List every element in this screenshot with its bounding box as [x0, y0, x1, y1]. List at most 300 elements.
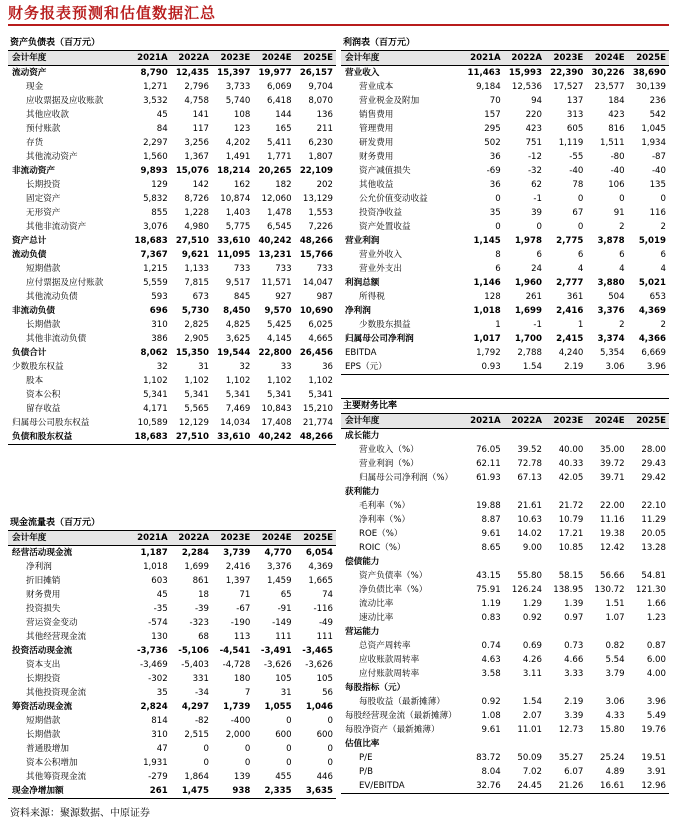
cell-value: 128: [484, 292, 501, 302]
table-row: [8, 248, 336, 262]
row-label: 应收账款周转率: [359, 655, 420, 665]
cell-value: 5,740: [225, 96, 251, 106]
cell-value: 1,187: [140, 548, 168, 558]
cell-value: 2,777: [556, 278, 584, 288]
cell-value: 1,017: [473, 334, 501, 344]
table-row: [8, 122, 336, 136]
cell-value: 5,019: [638, 236, 666, 246]
cell-value: 3,076: [143, 222, 168, 232]
cell-value: 6,418: [267, 96, 292, 106]
cell-value: 4,145: [267, 334, 292, 344]
table-row: [8, 234, 336, 248]
cell-value: 68: [198, 632, 209, 642]
cell-value: 157: [484, 110, 501, 120]
cell-value: 733: [275, 264, 292, 274]
row-label: 留存收益: [26, 404, 61, 414]
cell-value: 446: [316, 772, 333, 782]
cell-value: 0.69: [522, 641, 542, 651]
cell-value: 7: [244, 688, 251, 698]
cell-value: 7,469: [225, 404, 251, 414]
row-label: 少数股东损益: [359, 320, 411, 330]
table-row: [8, 402, 336, 416]
row-label: 负债和股东权益: [12, 432, 73, 442]
cell-value: 6,669: [641, 348, 666, 358]
cell-value: 40.33: [558, 459, 584, 469]
cell-value: 2,335: [264, 786, 292, 796]
cell-value: 8,070: [308, 96, 333, 106]
cell-value: -32: [527, 166, 542, 176]
row-label: 净利润: [345, 306, 371, 316]
row-label: 投资净收益: [359, 208, 402, 218]
cell-value: 2,515: [184, 730, 209, 740]
header-year: 2025E: [628, 414, 669, 429]
cell-value: 58.15: [558, 571, 584, 581]
cell-value: 26,456: [299, 348, 333, 358]
cell-value: 310: [151, 730, 168, 740]
cell-value: 9.61: [481, 529, 501, 539]
cell-value: 22,109: [299, 166, 333, 176]
cell-value: 4.00: [646, 669, 666, 679]
header-year: 2024E: [253, 51, 294, 66]
table-row: [8, 206, 336, 220]
cell-value: 733: [316, 264, 333, 274]
cell-value: 6.07: [564, 767, 584, 777]
header-year: 2025E: [295, 51, 336, 66]
cell-value: 62.11: [476, 459, 501, 469]
cell-value: 10.79: [558, 515, 584, 525]
header-year: 2023E: [212, 531, 253, 546]
table-row: [341, 527, 669, 541]
cell-value: 5,730: [181, 306, 209, 316]
cell-value: 1,102: [143, 376, 168, 386]
cell-value: 26,157: [299, 68, 333, 78]
cell-value: 6,054: [305, 548, 333, 558]
table-row: [341, 667, 669, 681]
cell-value: 1,478: [267, 208, 292, 218]
cell-value: 137: [566, 96, 584, 106]
cell-value: 9,570: [264, 306, 292, 316]
cell-value: 938: [232, 786, 251, 796]
row-label: 折旧摊销: [26, 576, 61, 586]
cell-value: 65: [280, 590, 292, 600]
cash-flow-table: [8, 530, 336, 799]
cell-value: -323: [189, 618, 209, 628]
row-label: EV/EBITDA: [359, 781, 405, 791]
cell-value: -55: [569, 152, 584, 162]
cell-value: 11.16: [600, 515, 625, 525]
cell-value: 236: [649, 96, 666, 106]
cell-value: 4,980: [184, 222, 209, 232]
cell-value: 1,475: [181, 786, 209, 796]
table-row: [341, 234, 669, 248]
cell-value: -69: [486, 166, 501, 176]
cell-value: 313: [566, 110, 584, 120]
table-row: [341, 569, 669, 583]
cell-value: 25.24: [600, 753, 625, 763]
cell-value: 27,510: [175, 236, 209, 246]
row-label: 营业税金及附加: [359, 96, 420, 106]
cell-value: 4.66: [564, 655, 584, 665]
section-row: [341, 485, 669, 499]
cell-value: -400: [230, 716, 251, 726]
cash-flow-title: 现金流量表（百万元）: [10, 518, 101, 528]
cell-value: 696: [149, 306, 168, 316]
row-label: 速动比率: [359, 613, 394, 623]
table-row: [8, 178, 336, 192]
cell-value: 126.24: [511, 585, 542, 595]
cell-value: 56.66: [600, 571, 625, 581]
cell-value: 54.81: [641, 571, 666, 581]
cell-value: 5,775: [225, 222, 251, 232]
cell-value: 6,025: [308, 320, 333, 330]
table-row: [8, 714, 336, 728]
table-row: [341, 150, 669, 164]
section-row: [341, 737, 669, 751]
table-row: [341, 66, 669, 81]
table-row: [8, 262, 336, 276]
cell-value: 117: [192, 124, 209, 134]
cell-value: 55.80: [517, 571, 542, 581]
cell-value: -1: [533, 320, 542, 330]
cell-value: 1,228: [184, 208, 209, 218]
cell-value: 2: [660, 320, 666, 330]
cell-value: 144: [275, 110, 292, 120]
cell-value: 0: [327, 716, 333, 726]
row-label: 其他流动资产: [26, 152, 78, 162]
cell-value: 361: [566, 292, 584, 302]
row-label: 归属母公司股东权益: [12, 418, 90, 428]
cell-value: 184: [608, 96, 625, 106]
cell-value: 1,931: [143, 758, 168, 768]
row-label: 应收票据及应收账款: [26, 96, 104, 106]
row-label: ROIC（%）: [359, 543, 406, 553]
cell-value: 1,102: [225, 376, 251, 386]
cell-value: 32: [239, 362, 251, 372]
cell-value: 5,341: [267, 390, 292, 400]
cell-value: 31: [280, 688, 292, 698]
row-label: 其他非流动资产: [26, 222, 87, 232]
cell-value: -3,626: [305, 660, 333, 670]
row-label: 资本支出: [26, 660, 61, 670]
cell-value: 4,825: [225, 320, 251, 330]
table-row: [8, 150, 336, 164]
cell-value: 4.63: [481, 655, 501, 665]
balance-sheet-title: 资产负债表（百万元）: [10, 38, 101, 48]
cell-value: 855: [151, 208, 168, 218]
cell-value: 3,880: [597, 278, 625, 288]
cell-value: -279: [148, 772, 168, 782]
cell-value: 386: [151, 334, 168, 344]
cell-value: 18,214: [217, 166, 251, 176]
header-label: 会计年度: [341, 414, 462, 429]
table-row: [8, 374, 336, 388]
section-row: [341, 429, 669, 444]
cash-flow-panel: [8, 516, 336, 799]
cell-value: 1,699: [184, 562, 209, 572]
row-label: 所得税: [359, 292, 385, 302]
cell-value: 12.96: [641, 781, 666, 791]
header-year: 2025E: [295, 531, 336, 546]
cell-value: 4: [660, 264, 666, 274]
cell-value: 0: [286, 744, 292, 754]
cell-value: 9,184: [476, 82, 501, 92]
cell-value: 9,621: [181, 250, 209, 260]
table-row: [8, 164, 336, 178]
cell-value: 423: [525, 124, 542, 134]
row-label: 每股指标（元）: [345, 683, 406, 693]
table-row: [341, 206, 669, 220]
cell-value: 4.33: [605, 711, 625, 721]
cell-value: 0: [619, 194, 625, 204]
cell-value: 6: [536, 250, 542, 260]
cell-value: 1.51: [605, 599, 625, 609]
row-label: 资本公积: [26, 390, 61, 400]
cell-value: 3.33: [564, 669, 584, 679]
cell-value: 22,390: [550, 68, 584, 78]
cell-value: 0: [495, 222, 501, 232]
cell-value: 11,095: [217, 250, 251, 260]
cell-value: 0: [244, 744, 251, 754]
cell-value: 5.54: [605, 655, 625, 665]
cell-value: 70: [489, 96, 501, 106]
header-year: 2022A: [171, 531, 212, 546]
cell-value: 2,796: [184, 82, 209, 92]
cell-value: 4,171: [143, 404, 168, 414]
cell-value: -12: [527, 152, 542, 162]
page-title: 财务报表预测和估值数据汇总: [8, 4, 217, 22]
cell-value: 76.05: [476, 445, 501, 455]
cell-value: 10.85: [558, 543, 584, 553]
cell-value: 603: [151, 576, 168, 586]
row-label: 研发费用: [359, 138, 394, 148]
cell-value: 5,565: [184, 404, 209, 414]
cell-value: 1,665: [308, 576, 333, 586]
cell-value: 1.29: [522, 599, 542, 609]
cell-value: -91: [277, 604, 292, 614]
cell-value: 2: [619, 222, 625, 232]
table-row: [8, 658, 336, 672]
cell-value: 22,800: [258, 348, 292, 358]
cell-value: 605: [566, 124, 584, 134]
cell-value: 2,000: [225, 730, 251, 740]
table-row: [8, 430, 336, 445]
financial-ratios-table: [341, 413, 669, 794]
cell-value: 13,129: [302, 194, 333, 204]
header-year: 2022A: [504, 51, 545, 66]
table-row: [341, 318, 669, 332]
table-row: [8, 756, 336, 770]
row-label: 资产减值损失: [359, 166, 411, 176]
cell-value: 211: [316, 124, 333, 134]
cell-value: 6: [619, 250, 625, 260]
cell-value: 3.39: [564, 711, 584, 721]
cell-value: 1,133: [184, 264, 209, 274]
table-row: [8, 742, 336, 756]
cell-value: 0: [286, 716, 292, 726]
cell-value: 11,463: [467, 68, 501, 78]
cell-value: 36: [322, 362, 333, 372]
table-row: [341, 499, 669, 513]
cell-value: 3.79: [605, 669, 625, 679]
cell-value: 9,893: [140, 166, 168, 176]
cell-value: 4.26: [522, 655, 542, 665]
cell-value: 138.95: [553, 585, 584, 595]
cell-value: 3,376: [597, 306, 625, 316]
row-label: 营业外收入: [359, 250, 402, 260]
cell-value: 3,256: [184, 138, 209, 148]
financial-ratios-panel: [341, 398, 669, 794]
cell-value: 130.72: [594, 585, 625, 595]
cell-value: -40: [651, 166, 666, 176]
title-divider: [8, 24, 669, 26]
cell-value: 18: [198, 590, 209, 600]
cell-value: 10,874: [220, 194, 251, 204]
table-row: [8, 560, 336, 574]
cell-value: 0.83: [481, 613, 501, 623]
table-row: [341, 276, 669, 290]
table-row: [8, 602, 336, 616]
cell-value: -49: [318, 618, 333, 628]
cell-value: 29.42: [641, 473, 666, 483]
row-label: 筹资活动现金流: [12, 702, 73, 712]
cell-value: 0.97: [564, 613, 584, 623]
cell-value: 0: [577, 222, 584, 232]
cell-value: -80: [610, 152, 625, 162]
cell-value: 15,210: [302, 404, 333, 414]
cell-value: 48,266: [299, 432, 333, 442]
row-label: 财务费用: [26, 590, 61, 600]
cell-value: 2,788: [517, 348, 542, 358]
row-label: 预付账款: [26, 124, 61, 134]
cell-value: 0: [495, 194, 501, 204]
cell-value: 165: [275, 124, 292, 134]
cell-value: 33,610: [217, 236, 251, 246]
cell-value: -302: [148, 674, 168, 684]
cell-value: 600: [316, 730, 333, 740]
table-row: [341, 611, 669, 625]
cell-value: 32.76: [476, 781, 501, 791]
row-label: 长期借款: [26, 320, 61, 330]
cell-value: 8.65: [481, 543, 501, 553]
balance-sheet-panel: [8, 36, 336, 445]
cell-value: 36: [489, 152, 501, 162]
cell-value: 5,425: [267, 320, 292, 330]
cell-value: 45: [156, 110, 168, 120]
cell-value: 91: [613, 208, 625, 218]
cell-value: 17,527: [553, 82, 584, 92]
cell-value: 19,977: [258, 68, 292, 78]
cell-value: 542: [649, 110, 666, 120]
cell-value: 0.93: [481, 362, 501, 372]
cell-value: 455: [275, 772, 292, 782]
cell-value: 35: [156, 688, 168, 698]
table-row: [341, 751, 669, 765]
cell-value: -34: [194, 688, 209, 698]
cell-value: 180: [233, 674, 251, 684]
cell-value: 4,366: [638, 334, 666, 344]
cell-value: 4,297: [181, 702, 209, 712]
table-row: [8, 80, 336, 94]
table-row: [8, 616, 336, 630]
cell-value: 116: [649, 208, 666, 218]
cell-value: 6,230: [308, 138, 333, 148]
cell-value: 1,119: [558, 138, 584, 148]
financial-ratios-title: 主要财务比率: [341, 398, 669, 413]
cell-value: 12,129: [178, 418, 209, 428]
table-row: [8, 588, 336, 602]
cell-value: 4: [619, 264, 625, 274]
cell-value: 3.58: [481, 669, 501, 679]
header-year: 2022A: [171, 51, 212, 66]
cell-value: 1,978: [514, 236, 542, 246]
cell-value: 0.87: [646, 641, 666, 651]
cell-value: 1,960: [514, 278, 542, 288]
row-label: EPS（元）: [345, 362, 387, 372]
cell-value: -82: [194, 716, 209, 726]
cell-value: 0: [203, 744, 209, 754]
cell-value: 67: [572, 208, 584, 218]
cell-value: 1.19: [481, 599, 501, 609]
cell-value: 19,544: [217, 348, 251, 358]
cell-value: 2,775: [556, 236, 584, 246]
cell-value: 83.72: [476, 753, 501, 763]
cell-value: -3,491: [260, 646, 292, 656]
cell-value: 0.92: [522, 613, 542, 623]
row-label: 非流动资产: [12, 166, 55, 176]
row-label: EBITDA: [345, 348, 377, 358]
row-label: 长期投资: [26, 180, 61, 190]
cell-value: 423: [608, 110, 625, 120]
row-label: 其他经营现金流: [26, 632, 87, 642]
cell-value: 105: [316, 674, 333, 684]
table-row: [8, 220, 336, 234]
table-row: [341, 192, 669, 206]
table-row: [8, 192, 336, 206]
cell-value: 1,018: [143, 562, 168, 572]
table-row: [341, 513, 669, 527]
cell-value: 1,045: [641, 124, 666, 134]
table-row: [8, 304, 336, 318]
row-label: 偿债能力: [345, 557, 380, 567]
header-label: 会计年度: [341, 51, 462, 66]
cell-value: 1.54: [522, 697, 542, 707]
cell-value: 12.73: [558, 725, 584, 735]
cell-value: 19.51: [641, 753, 666, 763]
cell-value: 1,459: [267, 576, 292, 586]
cell-value: 845: [233, 292, 251, 302]
cell-value: 7,367: [140, 250, 168, 260]
row-label: 应付票据及应付账款: [26, 278, 104, 288]
cell-value: 1,864: [184, 772, 209, 782]
cell-value: 61.93: [476, 473, 501, 483]
cell-value: 27,510: [175, 432, 209, 442]
cell-value: 1.39: [564, 599, 584, 609]
table-row: [8, 276, 336, 290]
cell-value: 22.00: [600, 501, 625, 511]
cell-value: 8,062: [140, 348, 168, 358]
cell-value: 45: [156, 590, 168, 600]
row-label: 其他非流动负债: [26, 334, 87, 344]
row-label: 其他投资现金流: [26, 688, 87, 698]
cell-value: 15,766: [299, 250, 333, 260]
row-label: 财务费用: [359, 152, 394, 162]
cell-value: 3.96: [646, 362, 666, 372]
cell-value: 15,993: [508, 68, 542, 78]
cell-value: 6.00: [646, 655, 666, 665]
row-label: 资产总计: [12, 236, 47, 246]
table-row: [8, 360, 336, 374]
cell-value: -3,626: [263, 660, 292, 670]
